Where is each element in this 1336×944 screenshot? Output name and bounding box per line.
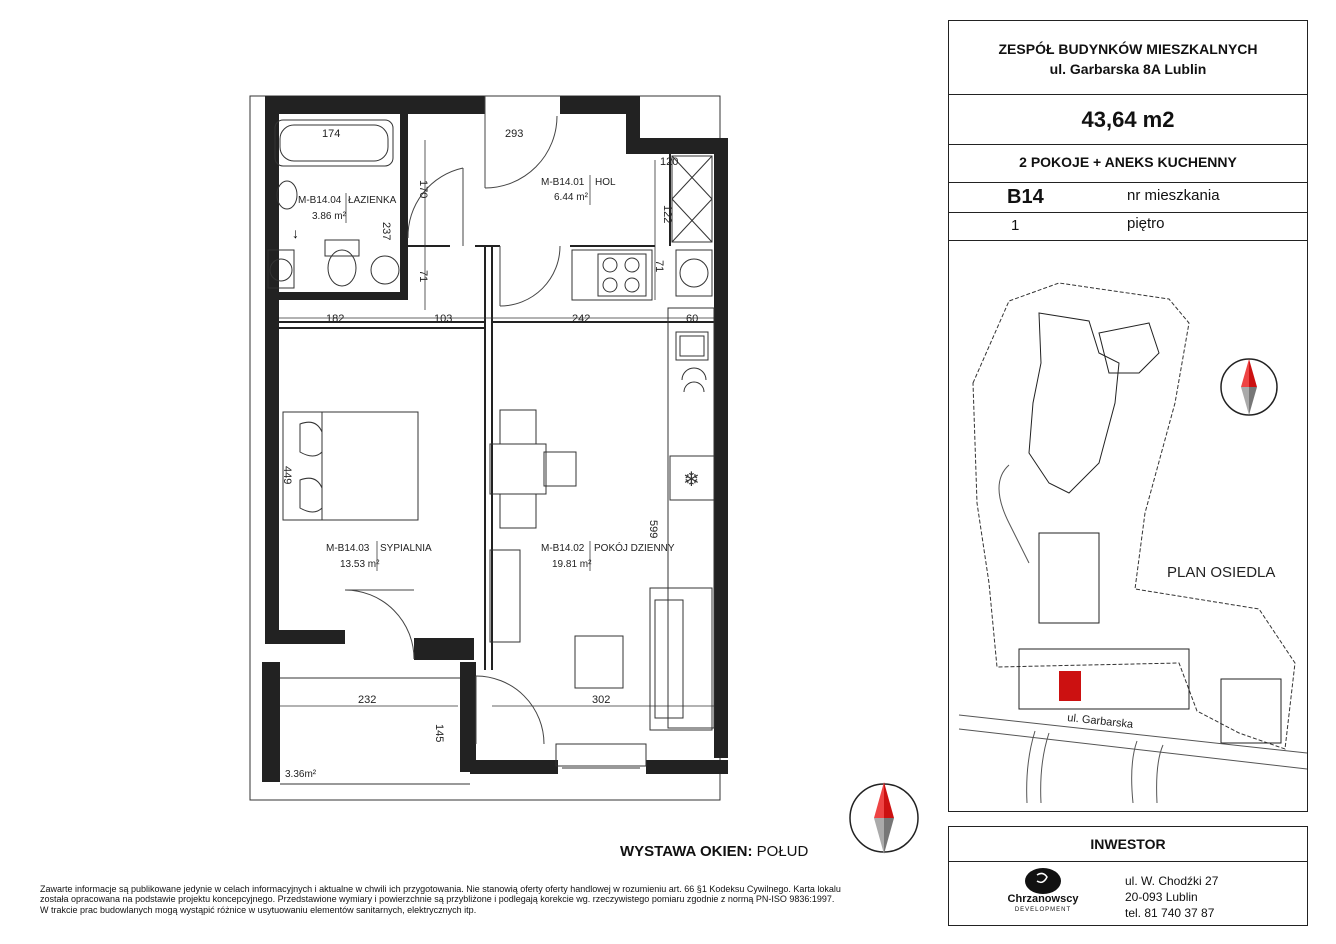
room-id: M-B14.02 (541, 543, 585, 554)
apartment-code: B14 (1007, 186, 1044, 208)
dim-label: 120 (660, 156, 679, 168)
freezer-icon: ❄ (683, 469, 700, 491)
investor-phone: tel. 81 740 37 87 (1125, 906, 1215, 920)
living-furniture (490, 410, 712, 730)
room-area: 13.53 m² (340, 559, 380, 570)
dim-label: 302 (592, 694, 611, 706)
dim-label: 242 (572, 313, 591, 325)
site-roads (959, 465, 1307, 803)
room-name: ŁAZIENKA (348, 195, 397, 206)
compass-icon (850, 782, 918, 854)
room-area: 3.86 m² (312, 211, 346, 222)
apartment-row (949, 183, 1307, 213)
dim-label: 170 (417, 180, 429, 199)
apartment-highlight (1059, 671, 1081, 701)
dim-label: 145 (433, 724, 445, 743)
dimension-lines (279, 140, 714, 706)
bed (283, 412, 418, 520)
project-name: ZESPÓŁ BUDYNKÓW MIESZKALNYCH (998, 41, 1258, 57)
investor-title: INWESTOR (949, 827, 1307, 862)
investor-contact (1125, 873, 1218, 921)
exposure-label: WYSTAWA OKIEN: (620, 843, 753, 860)
layout-row (949, 145, 1307, 183)
project-header (949, 21, 1307, 95)
dim-label: 599 (647, 520, 659, 539)
investor-box (948, 826, 1308, 926)
site-plan-map (949, 243, 1307, 811)
dim-label: 103 (434, 313, 453, 325)
dim-label: 71 (417, 270, 429, 283)
room-id: M-B14.01 (541, 177, 585, 188)
site-plan-title: PLAN OSIEDLA (1167, 564, 1276, 581)
room-name: HOL (595, 177, 616, 188)
room-area: 19.81 m² (552, 559, 592, 570)
floor-value: 1 (1011, 217, 1020, 234)
window-exposure (620, 843, 808, 860)
street-label: ul. Garbarska (1066, 712, 1134, 731)
room-id: M-B14.04 (298, 195, 342, 206)
dim-label: 449 (281, 466, 293, 485)
investor-logo-name: Chrzanowscy (1007, 893, 1079, 905)
disclaimer (40, 884, 950, 915)
layout-type: 2 POKOJE + ANEKS KUCHENNY (1019, 154, 1237, 170)
disclaimer-line: została opracowana na podstawie projektu koncepcyjnego. Przedstawione wymiary i powierzchnie są przybliżone i podlegają korekcie wg. rzeczywistego pomiaru zgodnie z normą PN-ISO 9836:1997. (40, 894, 835, 905)
disclaimer-line: W trakcie prac budowlanych mogą wystąpić różnice w usytuowaniu elementów sanitarnych, elektrycznych itp. (40, 904, 477, 915)
room-area: 6.44 m² (554, 192, 588, 203)
info-panel (948, 20, 1308, 812)
investor-address-line: ul. W. Chodźki 27 (1125, 874, 1219, 888)
bathroom-arrow-icon: ↓ (292, 225, 299, 241)
floor-row (949, 213, 1307, 241)
dim-label: 71 (653, 260, 665, 273)
investor-logo-sub: DEVELOPMENT (1014, 907, 1072, 913)
dim-label: 232 (358, 694, 377, 706)
wardrobe (672, 156, 712, 242)
dim-label: 182 (326, 313, 345, 325)
dim-label: 293 (505, 128, 524, 140)
dim-label: 237 (380, 222, 392, 241)
balcony-area: 3.36m² (285, 769, 317, 780)
room-id: M-B14.03 (326, 543, 370, 554)
disclaimer-line: Zawarte informacje są publikowane jedynie w celach informacyjnych i aktualne w chwili ich przygotowania. Nie stanowią oferty oferty handlowej w rozumieniu art. 66 §1 Kodeksu Cywilnego. Karta lokalu (40, 884, 841, 894)
project-address: ul. Garbarska 8A Lublin (1049, 61, 1207, 77)
total-area-row (949, 95, 1307, 145)
room-name: SYPIALNIA (380, 543, 432, 554)
room-name: POKÓJ DZIENNY (594, 543, 675, 554)
exposure-value: POŁUD (756, 843, 809, 860)
apartment-label: nr mieszkania (1127, 187, 1220, 204)
dim-label: 60 (686, 313, 699, 325)
site-compass-icon (1221, 359, 1277, 415)
dim-label: 122 (661, 205, 673, 224)
site-buildings (1019, 313, 1281, 743)
total-area: 43,64 m2 (1081, 107, 1175, 132)
floor-label: piętro (1127, 215, 1165, 232)
investor-address-line: 20-093 Lublin (1125, 890, 1198, 904)
dim-label: 174 (322, 128, 341, 140)
